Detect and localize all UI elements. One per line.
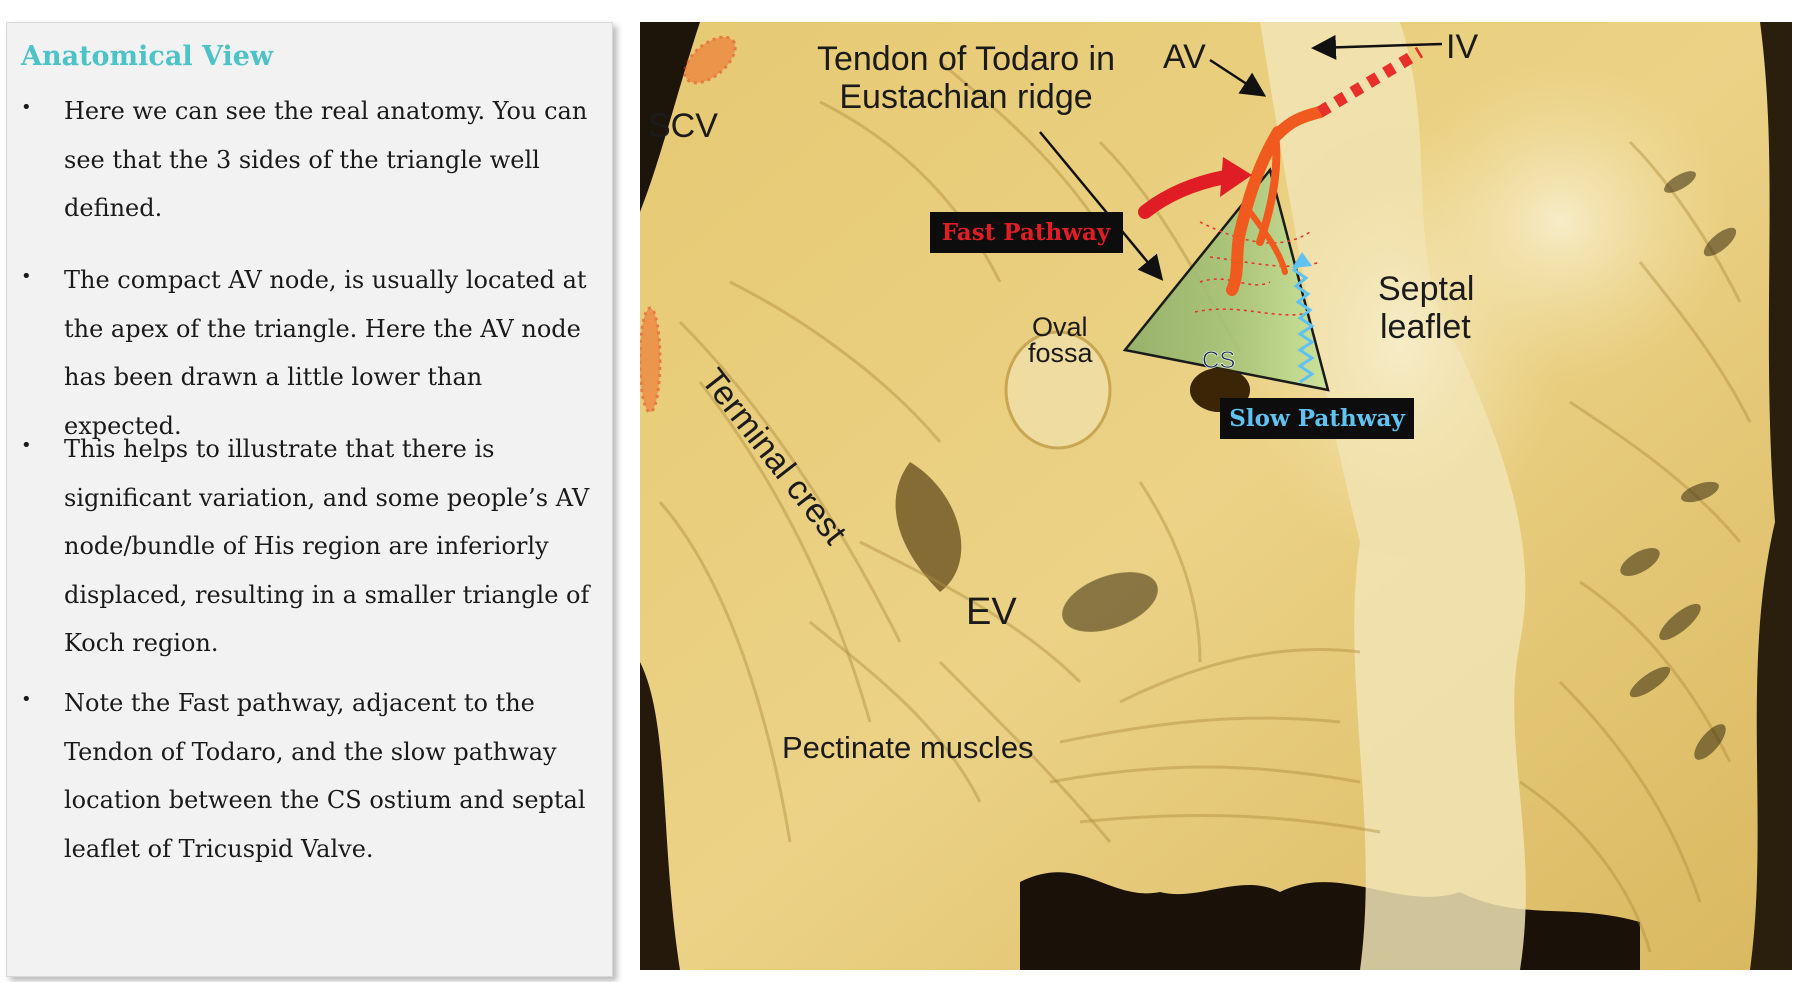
ivc-marker	[640, 308, 660, 412]
bullet-icon: •	[21, 435, 32, 456]
cs-label: CS	[1202, 347, 1236, 374]
slow-pathway-label-box	[1220, 398, 1414, 439]
bullet-text: Here we can see the real anatomy. You can see that the 3 sides of the triangle well defined.	[64, 97, 588, 222]
tendon-label-line1: Tendon of Todaro in	[816, 40, 1116, 78]
panel-title: Anatomical View	[21, 41, 274, 72]
scv-label: SCV	[648, 107, 718, 145]
anatomy-illustration	[640, 22, 1792, 970]
bullet-icon: •	[21, 266, 32, 287]
septal-leaflet-label-line1: Septal	[1378, 270, 1475, 308]
pectinate-label: Pectinate muscles	[782, 730, 1034, 765]
septal-leaflet-label-line2: leaflet	[1380, 308, 1471, 346]
bullet-text: Note the Fast pathway, adjacent to the Tendon of Todaro, and the slow pathway location between the CS ostium and septal leaflet of Tricuspid Valve.	[64, 689, 586, 863]
av-label: AV	[1163, 38, 1206, 76]
bullet-text: This helps to illustrate that there is significant variation, and some people’s AV node/bundle of His region are inferiorly displaced, resulting in a smaller triangle of Koch region.	[64, 435, 590, 657]
slow-pathway-label: Slow Pathway	[1229, 405, 1405, 432]
ev-label: EV	[966, 591, 1017, 633]
bullet-icon: •	[21, 97, 32, 118]
bullet-icon: •	[21, 689, 32, 710]
bullet-list	[7, 23, 612, 976]
iv-label: IV	[1446, 28, 1479, 66]
bullet-text: The compact AV node, is usually located at the apex of the triangle. Here the AV node has been drawn a little lower than expected.	[64, 266, 587, 440]
fast-pathway-label: Fast Pathway	[941, 219, 1111, 246]
fast-pathway-label-box	[930, 212, 1123, 253]
terminal-crest-label: Terminal crest	[693, 361, 854, 552]
oval-fossa-label-line1: Oval	[1032, 312, 1088, 342]
anatomy-figure	[640, 22, 1792, 970]
text-panel	[6, 22, 613, 977]
oval-fossa-label-line2: fossa	[1028, 338, 1093, 368]
tendon-label-line2: Eustachian ridge	[839, 78, 1093, 116]
